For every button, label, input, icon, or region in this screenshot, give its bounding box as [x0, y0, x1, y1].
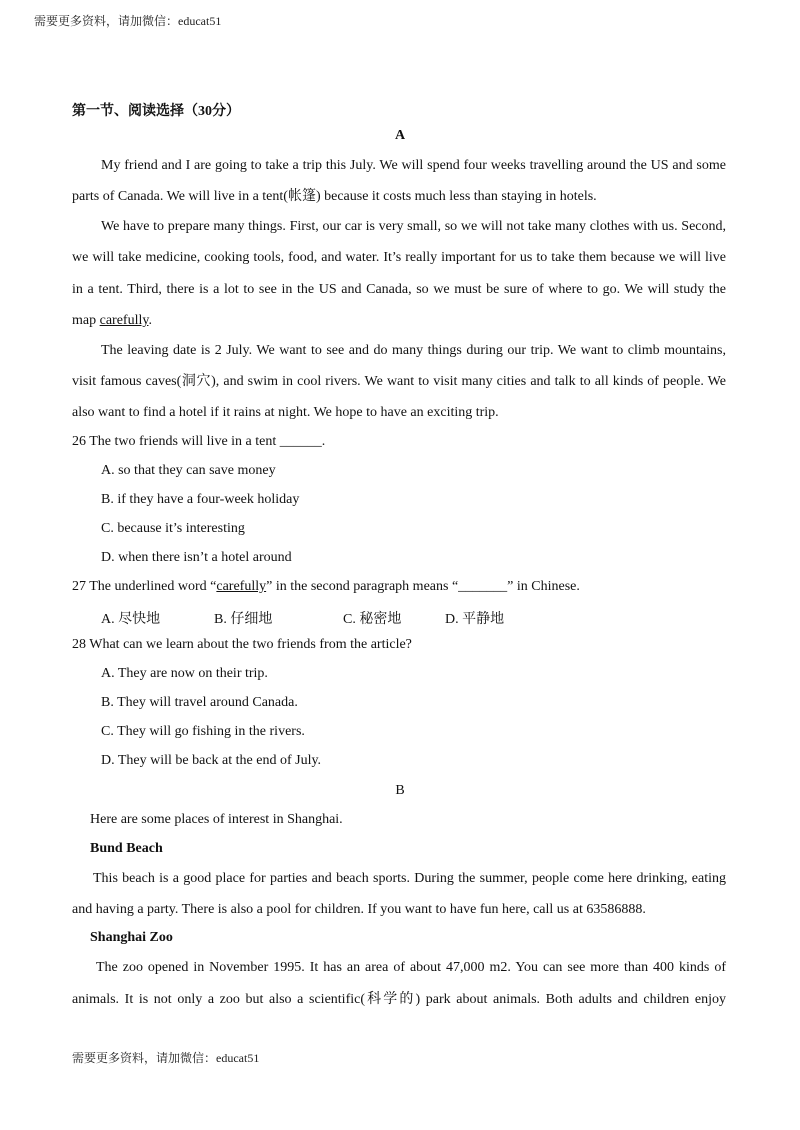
passage-b-label: B — [395, 783, 405, 798]
passage-a-line-9: also want to find a hotel if it rains at night. We hope to have an exciting trip. — [72, 405, 499, 420]
place-2-line-2: animals. It is not only a zoo but also a scientific(科学的) park about animals. Both adults and children enjoy — [72, 992, 726, 1007]
q26-option-a: A. so that they can save money — [101, 463, 276, 478]
underlined-word: carefully — [99, 313, 149, 328]
place-1-line-1: This beach is a good place for parties and beach sports. During the summer, people come here drinking, eating — [93, 871, 726, 886]
q26-stem: 26 The two friends will live in a tent ______. — [72, 434, 326, 449]
q27-option-a: A. 尽快地 — [101, 612, 161, 627]
q27-stem: 27 The underlined word “carefully” in the second paragraph means “_______” in Chinese. — [72, 579, 580, 594]
q26-option-d: D. when there isn’t a hotel around — [101, 550, 292, 565]
place-1-title: Bund Beach — [90, 841, 163, 856]
place-2-title: Shanghai Zoo — [90, 930, 173, 945]
passage-a-line-5: in a tent. Third, there is a lot to see in the US and Canada, so we must be sure of where to go. We will study the — [72, 282, 726, 297]
q27-option-d: D. 平静地 — [445, 612, 505, 627]
passage-a-line-1: My friend and I are going to take a trip this July. We will spend four weeks travelling around the US and some — [101, 158, 726, 173]
passage-a-line-2: parts of Canada. We will live in a tent(帐篷) because it costs much less than staying in hotels. — [72, 189, 597, 204]
header-watermark: 需要更多资料，请加微信：educat51 — [34, 14, 222, 28]
q28-option-b: B. They will travel around Canada. — [101, 695, 298, 710]
passage-b-intro: Here are some places of interest in Shanghai. — [90, 812, 343, 827]
q26-option-c: C. because it’s interesting — [101, 521, 245, 536]
footer-watermark: 需要更多资料，请加微信：educat51 — [72, 1051, 260, 1065]
passage-a-line-8: visit famous caves(洞穴), and swim in cool rivers. We want to visit many cities and talk to all kinds of people. We — [72, 374, 726, 389]
place-2-line-1: The zoo opened in November 1995. It has an area of about 47,000 m2. You can see more than 400 kinds of — [96, 960, 726, 975]
q27-option-b: B. 仔细地 — [214, 612, 273, 627]
section-title: 第一节、阅读选择（30分） — [72, 104, 240, 119]
passage-a-label: A — [394, 128, 406, 143]
passage-a-line-7: The leaving date is 2 July. We want to see and do many things during our trip. We want to climb mountains, — [101, 343, 726, 358]
passage-a-line-6: map carefully. — [72, 313, 152, 328]
passage-a-line-4: we will take medicine, cooking tools, food, and water. It’s really important for us to take them because we will live — [72, 250, 726, 265]
passage-a-line-3: We have to prepare many things. First, our car is very small, so we will not take many clothes with us. Second, — [101, 219, 726, 234]
q27-option-c: C. 秘密地 — [343, 612, 402, 627]
q28-stem: 28 What can we learn about the two friends from the article? — [72, 637, 412, 652]
q28-option-c: C. They will go fishing in the rivers. — [101, 724, 305, 739]
q28-option-d: D. They will be back at the end of July. — [101, 753, 322, 768]
place-1-line-2: and having a party. There is also a pool for children. If you want to have fun here, call us at 63586888. — [72, 902, 646, 917]
q26-option-b: B. if they have a four-week holiday — [101, 492, 300, 507]
q28-option-a: A. They are now on their trip. — [101, 666, 268, 681]
